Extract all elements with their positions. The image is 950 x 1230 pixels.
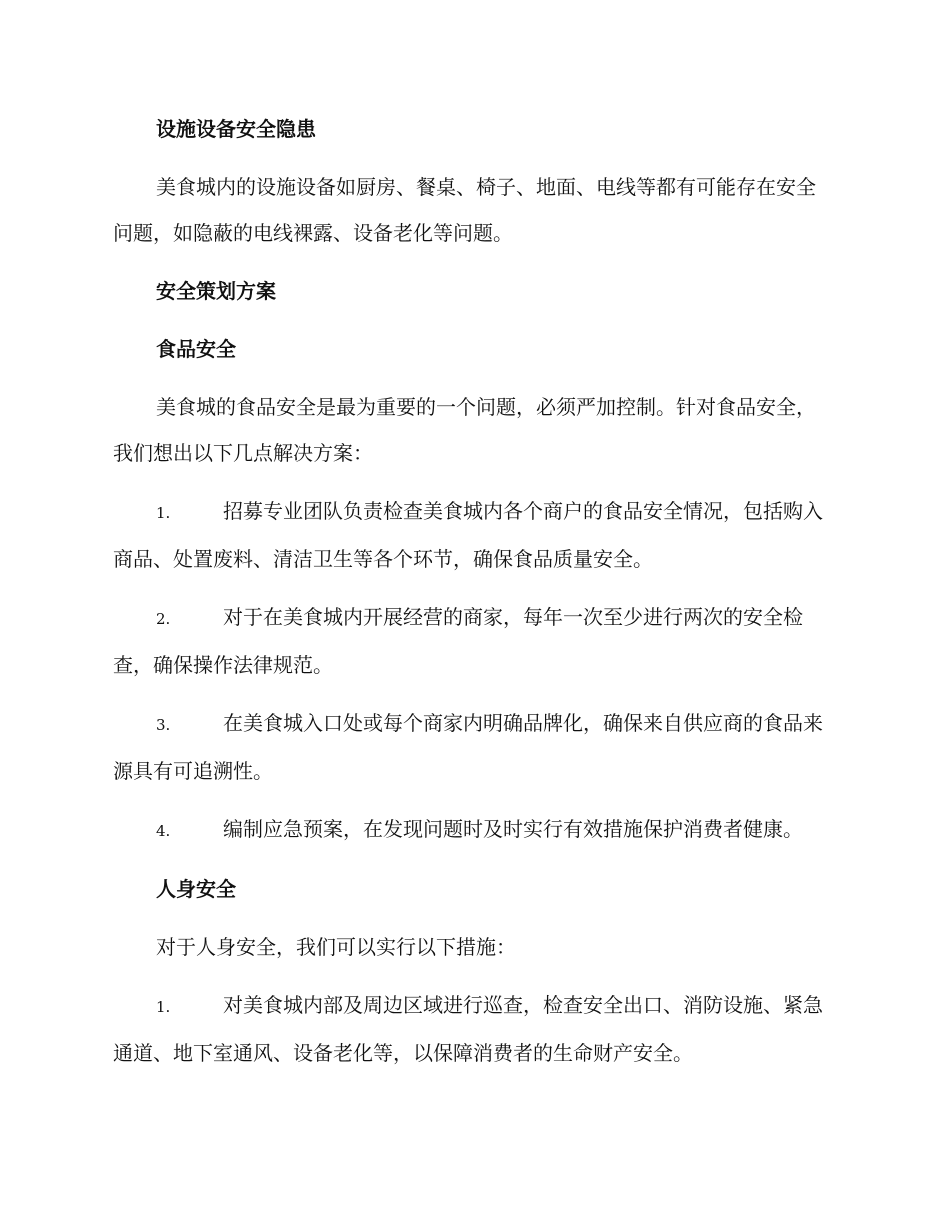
list-item-number: 2. xyxy=(156,610,171,628)
list-item-text: 在美食城入口处或每个商家内明确品牌化，确保来自供应商的食品来源具有可追溯性。 xyxy=(113,711,823,783)
list-item xyxy=(113,488,835,582)
list-item-number: 4. xyxy=(156,822,171,840)
list-item-text: 招募专业团队负责检查美食城内各个商户的食品安全情况，包括购入商品、处置废料、清洁卫生等各个环节，确保食品质量安全。 xyxy=(113,499,823,571)
section-heading-facility-hazards: 设施设备安全隐患 xyxy=(156,117,316,141)
section-heading-safety-plan: 安全策划方案 xyxy=(156,279,276,303)
list-item-number: 1. xyxy=(156,504,171,522)
list-item-text: 对美食城内部及周边区域进行巡查，检查安全出口、消防设施、紧急通道、地下室通风、设备老化等，以保障消费者的生命财产安全。 xyxy=(113,993,823,1065)
section-heading-food-safety: 食品安全 xyxy=(156,337,236,361)
list-item-number: 1. xyxy=(156,998,171,1016)
document-body xyxy=(113,106,835,1088)
list-item-text: 对于在美食城内开展经营的商家，每年一次至少进行两次的安全检查，确保操作法律规范。 xyxy=(113,605,803,677)
list-item xyxy=(113,806,835,854)
list-item xyxy=(113,594,835,688)
paragraph-food-safety: 美食城的食品安全是最为重要的一个问题，必须严加控制。针对食品安全，我们想出以下几点解决方案： xyxy=(113,395,816,465)
list-item-number: 3. xyxy=(156,716,171,734)
paragraph-personal-safety: 对于人身安全，我们可以实行以下措施： xyxy=(156,935,516,959)
list-item-text: 编制应急预案，在发现问题时及时实行有效措施保护消费者健康。 xyxy=(223,817,803,841)
section-heading-personal-safety: 人身安全 xyxy=(156,877,236,901)
paragraph-facility-hazards: 美食城内的设施设备如厨房、餐桌、椅子、地面、电线等都有可能存在安全问题，如隐蔽的电线裸露、设备老化等问题。 xyxy=(113,175,816,245)
list-item xyxy=(113,982,835,1076)
list-item xyxy=(113,700,835,794)
